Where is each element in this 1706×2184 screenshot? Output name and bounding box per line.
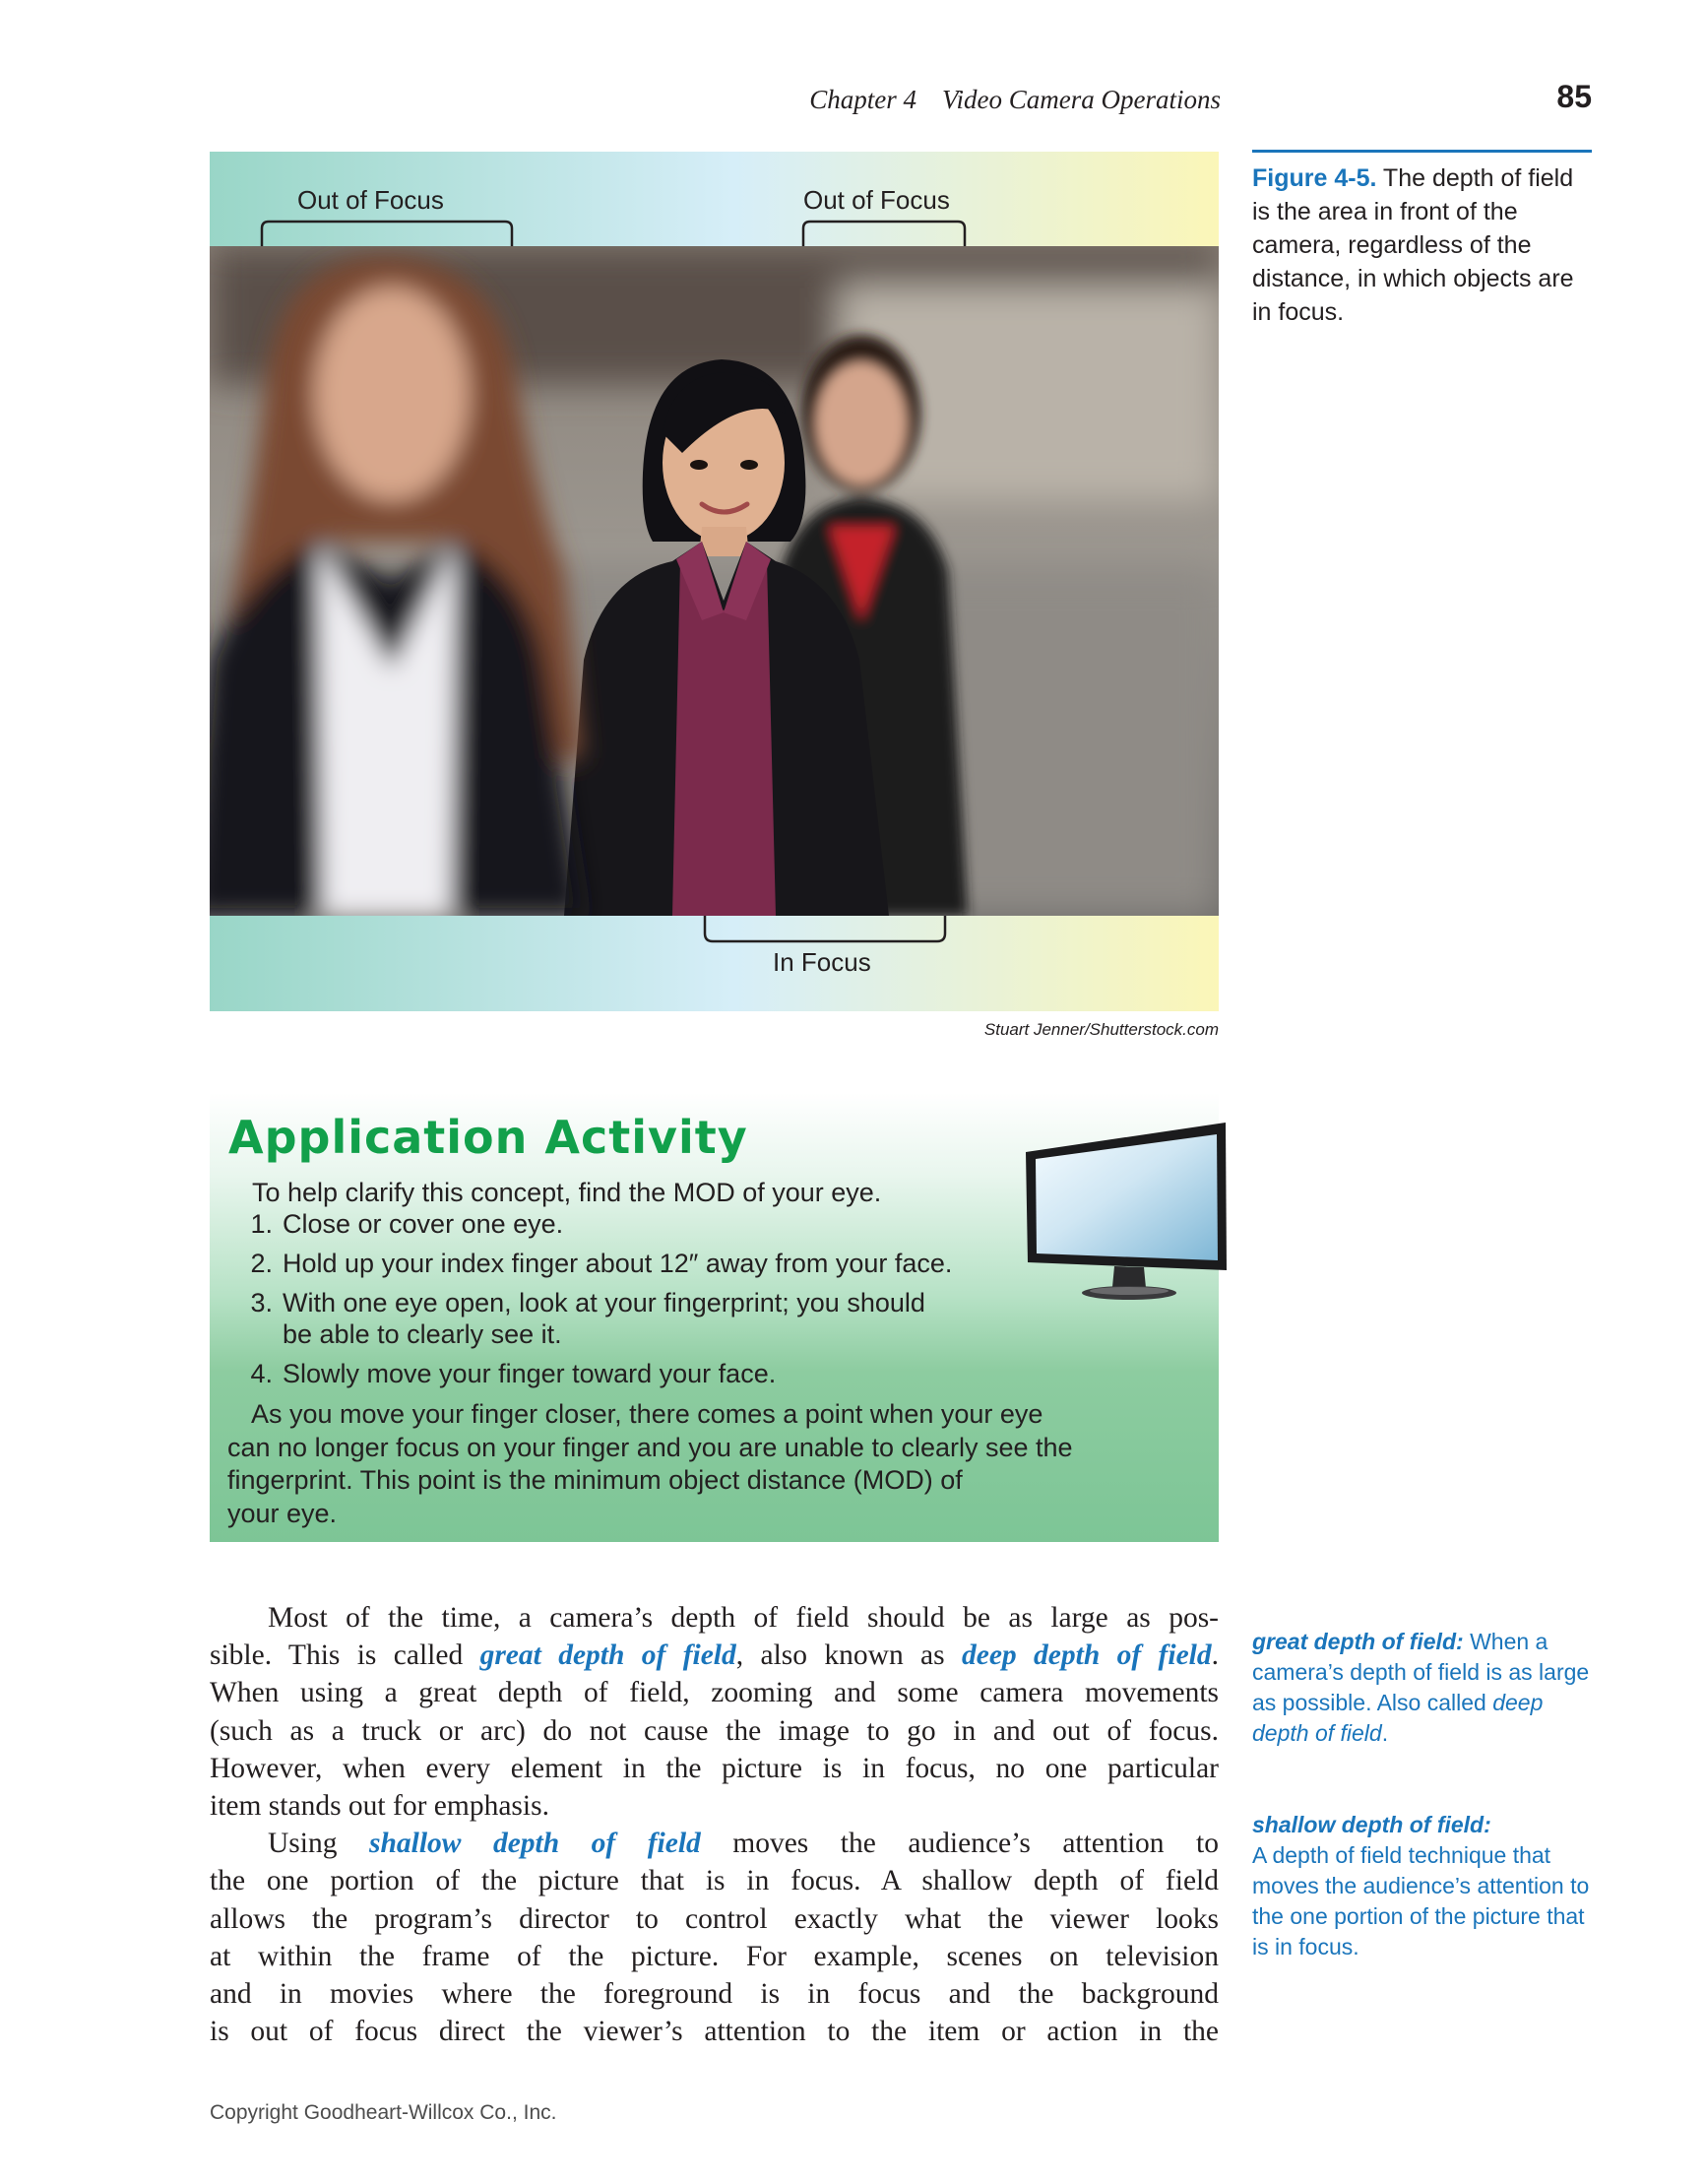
caption-rule	[1252, 150, 1592, 153]
glossary-great-depth-of-field: great depth of field: When a camera’s depth of field is as large as possible. Also called deep depth of field.	[1252, 1629, 1590, 1746]
chapter-number: Chapter 4	[809, 85, 917, 114]
paragraph-line: sible. This is called great depth of field, also known as deep depth of field.	[210, 1639, 1219, 1672]
body-text	[210, 1599, 1219, 2050]
label-in-focus: In Focus	[773, 947, 871, 977]
monitor-icon	[1024, 1123, 1231, 1319]
activity-conclusion: As you move your finger closer, there comes a point when your eye can no longer focus on your finger and you are unable to clearly see the fingerprint. This point is the minimum object distance (MOD) of your eye.	[227, 1399, 1073, 1528]
paragraph-line: at within the frame of the picture. For example, scenes on television	[210, 1940, 1219, 1972]
label-out-of-focus-right: Out of Focus	[803, 185, 950, 215]
figure-caption	[1252, 161, 1592, 329]
paragraph-line: Using shallow depth of field moves the audience’s attention to	[268, 1828, 1219, 1860]
figure-caption-text: The depth of field is the area in front of the camera, regardless of the distance, in which objects are in focus.	[1252, 164, 1574, 326]
list-item: 1. Close or cover one eye.	[250, 1209, 564, 1239]
paragraph-line: item stands out for emphasis.	[210, 1789, 549, 1822]
term-deep-depth-of-field: deep depth of field	[962, 1639, 1212, 1672]
paragraph-line: allows the program’s director to control exactly what the viewer looks	[210, 1902, 1219, 1935]
copyright-footer: Copyright Goodheart-Willcox Co., Inc.	[210, 2101, 557, 2124]
paragraph-line: Most of the time, a camera’s depth of field should be as large as pos-	[268, 1602, 1219, 1634]
list-item: 4. Slowly move your finger toward your face.	[250, 1359, 777, 1388]
depth-of-field-photo	[210, 246, 1219, 916]
term-shallow-depth-of-field: shallow depth of field	[368, 1828, 701, 1860]
list-item-continuation: be able to clearly see it.	[283, 1319, 562, 1349]
paragraph-line: is out of focus direct the viewer’s attention to the item or action in the	[210, 2016, 1219, 2048]
photo-credit: Stuart Jenner/Shutterstock.com	[983, 1020, 1219, 1039]
activity-title: Application Activity	[228, 1111, 748, 1164]
chapter-title: Video Camera Operations	[942, 85, 1221, 114]
label-out-of-focus-left: Out of Focus	[297, 185, 444, 215]
running-header	[728, 85, 1221, 115]
term-great-depth-of-field: great depth of field	[479, 1639, 736, 1672]
glossary-shallow-depth-of-field: shallow depth of field: A depth of field technique that moves the audience’s attention to the one portion of the picture that is in focus.	[1252, 1812, 1590, 1959]
paragraph-line: When using a great depth of field, zooming and some camera movements	[210, 1677, 1219, 1709]
paragraph-line: (such as a truck or arc) do not cause the image to go in and out of focus.	[210, 1714, 1219, 1747]
paragraph-line: the one portion of the picture that is in focus. A shallow depth of field	[210, 1865, 1219, 1897]
paragraph-line: and in movies where the foreground is in focus and the background	[210, 1977, 1219, 2010]
figure-panel	[210, 152, 1219, 1011]
figure-label: Figure 4-5.	[1252, 164, 1377, 192]
paragraph-line: However, when every element in the picture is in focus, no one particular	[210, 1752, 1219, 1784]
activity-intro: To help clarify this concept, find the MOD of your eye.	[252, 1178, 882, 1207]
list-item: 3. With one eye open, look at your fingerprint; you should	[250, 1288, 925, 1317]
bracket-bottom-icon	[702, 916, 948, 945]
page-number: 85	[1556, 79, 1592, 114]
list-item: 2. Hold up your index finger about 12″ away from your face.	[250, 1249, 953, 1278]
